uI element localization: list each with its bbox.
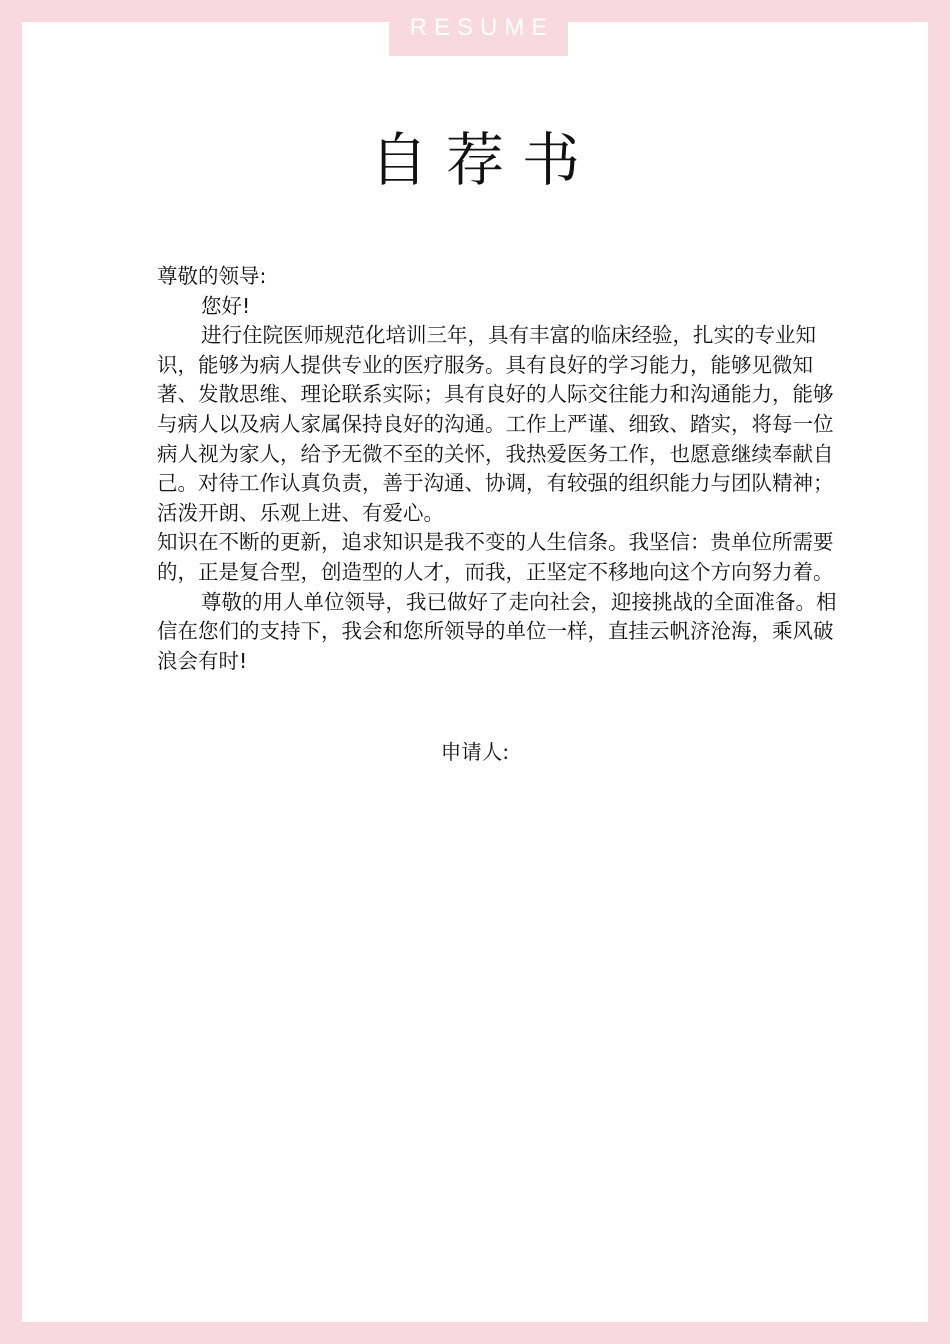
- document-title: 自荐书: [369, 126, 598, 194]
- resume-tab-label: RESUME: [389, 0, 568, 56]
- paragraph-2: 知识在不断的更新，追求知识是我不变的人生信条。我坚信：贵单位所需要的，正是复合型，创造型的人才，而我，正坚定不移地向这个方向努力着。: [157, 530, 834, 584]
- paragraph-3: 尊敬的用人单位领导，我已做好了走向社会，迎接挑战的全面准备。相信在您们的支持下，我会和您所领导的单位一样，直挂云帆济沧海，乘风破浪会有时!: [157, 589, 837, 673]
- salutation: 尊敬的领导:: [157, 264, 267, 288]
- signature-line: 申请人:: [440, 740, 510, 764]
- paragraph-1: 进行住院医师规范化培训三年，具有丰富的临床经验，扎实的专业知识，能够为病人提供专业的医疗服务。具有良好的学习能力，能够见微知著、发散思维、理论联系实际；具有良好的人际交往能力和沟通能力，能够与病人以及病人家属保持良好的沟通。工作上严谨、细致、踏实，将每一位病人视为家人，给予无微不至的关怀，我热爱医务工作，也愿意继续奉献自己。对待工作认真负责，善于沟通、协调，有较强的组织能力与团队精神；活泼开朗、乐观上进、有爱心。: [157, 323, 834, 525]
- greeting: 您好!: [201, 293, 251, 318]
- letter-body: [157, 262, 837, 676]
